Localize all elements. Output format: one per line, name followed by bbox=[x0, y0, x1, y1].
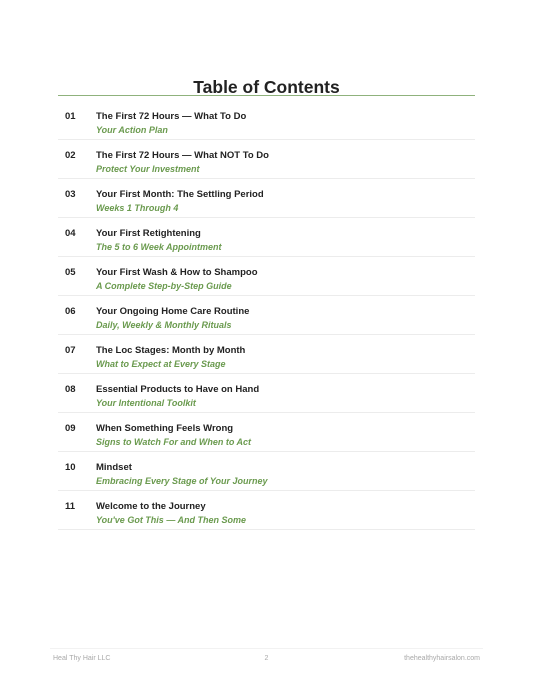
toc-entry-07[interactable] bbox=[58, 335, 475, 374]
toc-entry-01[interactable] bbox=[58, 101, 475, 140]
toc-entry-04[interactable] bbox=[58, 218, 475, 257]
toc-entry-number: 02 bbox=[65, 150, 76, 161]
toc-entry-heading: Essential Products to Have on Hand bbox=[96, 384, 260, 395]
footer-page-number: 2 bbox=[264, 655, 269, 662]
toc-entry-heading: The First 72 Hours — What NOT To Do bbox=[96, 150, 269, 161]
toc-entry-heading: Your First Retightening bbox=[96, 228, 201, 239]
toc-entry-heading: Welcome to the Journey bbox=[96, 501, 206, 512]
toc-entry-number: 06 bbox=[65, 306, 76, 317]
toc-entry-subtitle: You've Got This — And Then Some bbox=[96, 515, 246, 525]
toc-entry-heading: Your First Wash & How to Shampoo bbox=[96, 267, 258, 278]
toc-entry-subtitle: A Complete Step-by-Step Guide bbox=[96, 281, 232, 291]
toc-entry-subtitle: Daily, Weekly & Monthly Rituals bbox=[96, 320, 232, 330]
toc-entry-subtitle: Protect Your Investment bbox=[96, 164, 200, 174]
footer-company: Heal Thy Hair LLC bbox=[53, 655, 111, 662]
toc-entry-number: 04 bbox=[65, 228, 76, 239]
toc-entry-number: 11 bbox=[65, 501, 76, 512]
toc-entry-subtitle: Your Intentional Toolkit bbox=[96, 398, 196, 408]
toc-list bbox=[58, 101, 475, 530]
toc-entry-number: 01 bbox=[65, 111, 76, 122]
toc-entry-subtitle: What to Expect at Every Stage bbox=[96, 359, 226, 369]
toc-entry-number: 07 bbox=[65, 345, 76, 356]
toc-entry-heading: Mindset bbox=[96, 462, 132, 473]
toc-entry-heading: Your First Month: The Settling Period bbox=[96, 189, 264, 200]
toc-entry-number: 08 bbox=[65, 384, 76, 395]
toc-entry-heading: Your Ongoing Home Care Routine bbox=[96, 306, 250, 317]
toc-entry-subtitle: Embracing Every Stage of Your Journey bbox=[96, 476, 268, 486]
toc-entry-subtitle: Your Action Plan bbox=[96, 125, 168, 135]
page-title: Table of Contents bbox=[193, 77, 340, 97]
toc-entry-subtitle: Signs to Watch For and When to Act bbox=[96, 437, 251, 447]
toc-entry-number: 09 bbox=[65, 423, 76, 434]
toc-entry-09[interactable] bbox=[58, 413, 475, 452]
toc-entry-heading: When Something Feels Wrong bbox=[96, 423, 234, 434]
toc-entry-10[interactable] bbox=[58, 452, 475, 491]
toc-entry-number: 10 bbox=[65, 462, 76, 473]
toc-entry-05[interactable] bbox=[58, 257, 475, 296]
toc-entry-08[interactable] bbox=[58, 374, 475, 413]
footer-divider bbox=[50, 648, 483, 649]
toc-entry-02[interactable] bbox=[58, 140, 475, 179]
toc-entry-11[interactable] bbox=[58, 491, 475, 530]
toc-entry-06[interactable] bbox=[58, 296, 475, 335]
title-divider bbox=[58, 95, 475, 96]
toc-entry-subtitle: Weeks 1 Through 4 bbox=[96, 203, 179, 213]
toc-entry-heading: The First 72 Hours — What To Do bbox=[96, 111, 247, 122]
toc-entry-number: 05 bbox=[65, 267, 76, 278]
toc-entry-03[interactable] bbox=[58, 179, 475, 218]
toc-entry-number: 03 bbox=[65, 189, 76, 200]
toc-entry-heading: The Loc Stages: Month by Month bbox=[96, 345, 246, 356]
toc-entry-subtitle: The 5 to 6 Week Appointment bbox=[96, 242, 222, 252]
footer-website: thehealthyhairsalon.com bbox=[404, 655, 480, 662]
